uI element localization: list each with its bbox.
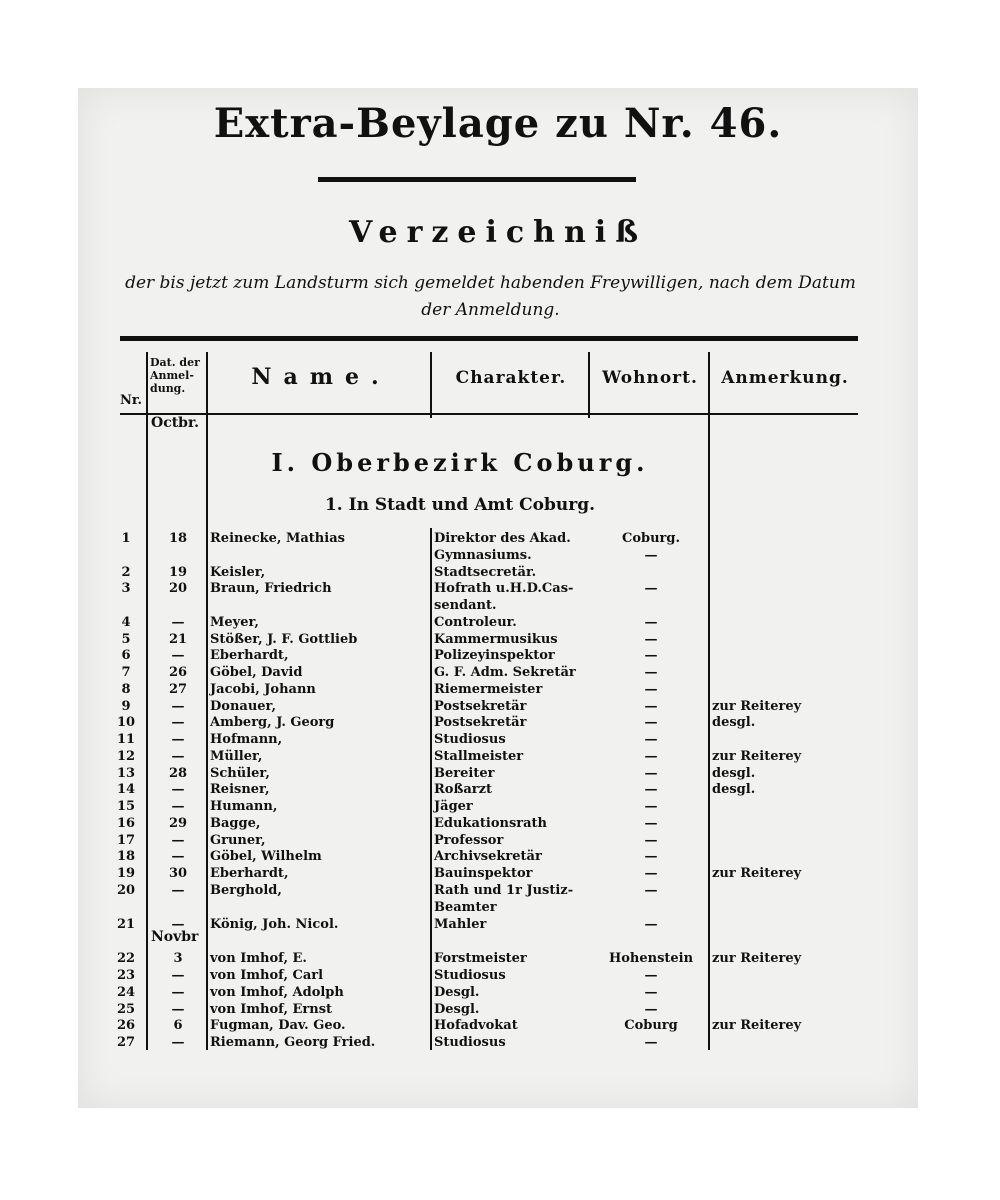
table-row bbox=[0, 967, 1000, 984]
row-charakter: Studiosus bbox=[434, 968, 506, 983]
row-wohnort: — bbox=[644, 917, 658, 932]
row-name: von Imhof, Adolph bbox=[210, 985, 344, 1000]
row-charakter: Forstmeister bbox=[434, 951, 527, 966]
table-row bbox=[0, 614, 1000, 631]
row-wohnort: — bbox=[644, 985, 658, 1000]
row-name: Jacobi, Johann bbox=[210, 682, 316, 697]
row-day: — bbox=[171, 782, 185, 797]
row-wohnort: — bbox=[644, 799, 658, 814]
table-row bbox=[0, 664, 1000, 681]
row-wohnort: — bbox=[644, 1002, 658, 1017]
row-charakter: Jäger bbox=[434, 799, 473, 814]
row-number: 10 bbox=[116, 715, 136, 730]
row-charakter: Direktor des Akad. bbox=[434, 531, 571, 546]
row-charakter: Desgl. bbox=[434, 1002, 480, 1017]
row-day: 30 bbox=[168, 866, 188, 881]
row-day: — bbox=[171, 615, 185, 630]
row-wohnort: — bbox=[644, 615, 658, 630]
row-number: 26 bbox=[116, 1018, 136, 1033]
row-name: Riemann, Georg Fried. bbox=[210, 1035, 376, 1050]
row-anmerkung: zur Reiterey bbox=[712, 699, 802, 714]
row-anmerkung: zur Reiterey bbox=[712, 1018, 802, 1033]
row-charakter: Rath und 1r Justiz- bbox=[434, 883, 574, 898]
row-number: 1 bbox=[121, 531, 131, 546]
row-day: — bbox=[171, 968, 185, 983]
row-charakter: Stadtsecretär. bbox=[434, 565, 537, 580]
row-name: von Imhof, E. bbox=[210, 951, 307, 966]
row-number: 19 bbox=[116, 866, 136, 881]
table-row bbox=[0, 882, 1000, 899]
subsection-title: 1. In Stadt und Amt Coburg. bbox=[324, 495, 596, 515]
row-day: — bbox=[171, 648, 185, 663]
row-name: Eberhardt, bbox=[210, 648, 289, 663]
row-day: — bbox=[171, 749, 185, 764]
row-day: 3 bbox=[173, 951, 183, 966]
row-charakter: Postsekretär bbox=[434, 715, 527, 730]
table-row bbox=[0, 631, 1000, 648]
row-charakter: Riemermeister bbox=[434, 682, 543, 697]
row-charakter: Gymnasiums. bbox=[434, 548, 532, 563]
row-wohnort: — bbox=[644, 699, 658, 714]
row-day: — bbox=[171, 1035, 185, 1050]
row-number: 15 bbox=[116, 799, 136, 814]
row-name: Donauer, bbox=[210, 699, 276, 714]
row-number: 17 bbox=[116, 833, 136, 848]
table-row bbox=[0, 916, 1000, 933]
row-charakter: Controleur. bbox=[434, 615, 517, 630]
row-name: von Imhof, Ernst bbox=[210, 1002, 333, 1017]
row-number: 18 bbox=[116, 849, 136, 864]
row-name: König, Joh. Nicol. bbox=[210, 917, 339, 932]
table-row bbox=[0, 950, 1000, 967]
table-row bbox=[0, 1001, 1000, 1018]
row-charakter: Polizeyinspektor bbox=[434, 648, 555, 663]
row-number: 11 bbox=[116, 732, 136, 747]
table-row bbox=[0, 698, 1000, 715]
table-row bbox=[0, 714, 1000, 731]
row-name: Hofmann, bbox=[210, 732, 283, 747]
column-header-charakter: Charakter. bbox=[455, 368, 567, 388]
column-header-nr: Nr. bbox=[120, 393, 143, 408]
row-day: 6 bbox=[173, 1018, 183, 1033]
row-charakter: Hofrath u.H.D.Cas- bbox=[434, 581, 574, 596]
row-name: Stößer, J. F. Gottlieb bbox=[210, 632, 358, 647]
table-row bbox=[0, 865, 1000, 882]
row-charakter: Mahler bbox=[434, 917, 487, 932]
table-row bbox=[0, 1034, 1000, 1051]
row-day: — bbox=[171, 799, 185, 814]
row-number: 4 bbox=[121, 615, 131, 630]
row-wohnort: — bbox=[644, 548, 658, 563]
row-name: Bagge, bbox=[210, 816, 261, 831]
row-number: 9 bbox=[121, 699, 131, 714]
row-wohnort: — bbox=[644, 648, 658, 663]
row-wohnort: — bbox=[644, 883, 658, 898]
table-row bbox=[0, 681, 1000, 698]
row-name: von Imhof, Carl bbox=[210, 968, 324, 983]
row-day: 27 bbox=[168, 682, 188, 697]
row-wohnort: — bbox=[644, 749, 658, 764]
row-day: 28 bbox=[168, 766, 188, 781]
row-name: Fugman, Dav. Geo. bbox=[210, 1018, 346, 1033]
table-row bbox=[0, 781, 1000, 798]
row-day: — bbox=[171, 699, 185, 714]
column-header-name: Name. bbox=[251, 364, 391, 390]
row-name: Göbel, Wilhelm bbox=[210, 849, 322, 864]
row-name: Braun, Friedrich bbox=[210, 581, 332, 596]
row-wohnort: — bbox=[644, 665, 658, 680]
row-charakter: Studiosus bbox=[434, 732, 506, 747]
row-charakter: Studiosus bbox=[434, 1035, 506, 1050]
row-number: 5 bbox=[121, 632, 131, 647]
row-number: 12 bbox=[116, 749, 136, 764]
row-name: Amberg, J. Georg bbox=[210, 715, 335, 730]
row-number: 24 bbox=[116, 985, 136, 1000]
row-day: — bbox=[171, 849, 185, 864]
table-row bbox=[0, 597, 1000, 614]
row-number: 16 bbox=[116, 816, 136, 831]
table-row bbox=[0, 798, 1000, 815]
table-row bbox=[0, 899, 1000, 916]
row-name: Gruner, bbox=[210, 833, 266, 848]
row-charakter: Roßarzt bbox=[434, 782, 493, 797]
month-label: Octbr. bbox=[151, 415, 199, 431]
row-day: 29 bbox=[168, 816, 188, 831]
row-number: 22 bbox=[116, 951, 136, 966]
row-number: 23 bbox=[116, 968, 136, 983]
row-day: 20 bbox=[168, 581, 188, 596]
row-wohnort: — bbox=[644, 849, 658, 864]
row-name: Eberhardt, bbox=[210, 866, 289, 881]
row-wohnort: — bbox=[644, 632, 658, 647]
row-charakter: Edukationsrath bbox=[434, 816, 547, 831]
row-name: Keisler, bbox=[210, 565, 266, 580]
row-charakter: Professor bbox=[434, 833, 504, 848]
row-number: 14 bbox=[116, 782, 136, 797]
row-wohnort: — bbox=[644, 766, 658, 781]
row-anmerkung: zur Reiterey bbox=[712, 866, 802, 881]
column-header-date: Dat. der Anmel-dung. bbox=[150, 356, 200, 395]
row-wohnort: Hohenstein bbox=[608, 951, 694, 966]
row-number: 27 bbox=[116, 1035, 136, 1050]
row-wohnort: — bbox=[644, 816, 658, 831]
row-charakter: G. F. Adm. Sekretär bbox=[434, 665, 576, 680]
row-number: 21 bbox=[116, 917, 136, 932]
list-subtitle: der bis jetzt zum Landsturm sich gemeldet habenden Freywilligen, nach dem Datum der Anmeldung. bbox=[125, 273, 856, 320]
row-name: Berghold, bbox=[210, 883, 282, 898]
row-wohnort: — bbox=[644, 715, 658, 730]
table-row bbox=[0, 815, 1000, 832]
row-name: Reisner, bbox=[210, 782, 270, 797]
table-row bbox=[0, 731, 1000, 748]
row-number: 7 bbox=[121, 665, 131, 680]
row-anmerkung: desgl. bbox=[712, 782, 756, 797]
list-title: Verzeichniß bbox=[348, 215, 647, 250]
row-anmerkung: desgl. bbox=[712, 715, 756, 730]
row-day: — bbox=[171, 883, 185, 898]
row-wohnort: Coburg. bbox=[621, 531, 681, 546]
table-row bbox=[0, 765, 1000, 782]
row-name: Schüler, bbox=[210, 766, 270, 781]
row-name: Reinecke, Mathias bbox=[210, 531, 345, 546]
table-row bbox=[0, 1017, 1000, 1034]
table-row bbox=[0, 984, 1000, 1001]
row-number: 25 bbox=[116, 1002, 136, 1017]
row-number: 6 bbox=[121, 648, 131, 663]
row-wohnort: — bbox=[644, 782, 658, 797]
section-title: I. Oberbezirk Coburg. bbox=[271, 448, 649, 477]
row-day: 26 bbox=[168, 665, 188, 680]
row-wohnort: — bbox=[644, 732, 658, 747]
row-charakter: Stallmeister bbox=[434, 749, 524, 764]
table-row bbox=[0, 832, 1000, 849]
row-number: 13 bbox=[116, 766, 136, 781]
row-charakter: sendant. bbox=[434, 598, 497, 613]
row-wohnort: — bbox=[644, 682, 658, 697]
row-day: — bbox=[171, 833, 185, 848]
row-day: — bbox=[171, 1002, 185, 1017]
row-day: — bbox=[171, 985, 185, 1000]
row-wohnort: — bbox=[644, 833, 658, 848]
row-wohnort: — bbox=[644, 1035, 658, 1050]
row-day: 21 bbox=[168, 632, 188, 647]
row-number: 8 bbox=[121, 682, 131, 697]
table-row bbox=[0, 530, 1000, 547]
column-header-wohnort: Wohnort. bbox=[602, 368, 698, 388]
row-wohnort: — bbox=[644, 866, 658, 881]
row-name: Müller, bbox=[210, 749, 263, 764]
row-name: Humann, bbox=[210, 799, 278, 814]
row-charakter: Desgl. bbox=[434, 985, 480, 1000]
row-day: — bbox=[171, 732, 185, 747]
row-charakter: Beamter bbox=[434, 900, 497, 915]
row-charakter: Kammermusikus bbox=[434, 632, 558, 647]
table-row bbox=[0, 848, 1000, 865]
row-day: 18 bbox=[168, 531, 188, 546]
supplement-title: Extra-Beylage zu Nr. 46. bbox=[213, 100, 783, 147]
row-wohnort: — bbox=[644, 968, 658, 983]
row-anmerkung: zur Reiterey bbox=[712, 749, 802, 764]
table-row bbox=[0, 547, 1000, 564]
row-charakter: Bereiter bbox=[434, 766, 495, 781]
table-row bbox=[0, 647, 1000, 664]
row-day: — bbox=[171, 715, 185, 730]
row-charakter: Bauinspektor bbox=[434, 866, 533, 881]
row-number: 3 bbox=[121, 581, 131, 596]
row-day: — bbox=[171, 917, 185, 932]
row-anmerkung: zur Reiterey bbox=[712, 951, 802, 966]
row-name: Meyer, bbox=[210, 615, 259, 630]
row-charakter: Postsekretär bbox=[434, 699, 527, 714]
row-name: Göbel, David bbox=[210, 665, 303, 680]
month-label: Novbr bbox=[151, 929, 199, 945]
table-row bbox=[0, 748, 1000, 765]
row-wohnort: Coburg bbox=[624, 1018, 678, 1033]
row-day: 19 bbox=[168, 565, 188, 580]
table-row bbox=[0, 564, 1000, 581]
column-header-anmerkung: Anmerkung. bbox=[721, 368, 849, 388]
row-number: 20 bbox=[116, 883, 136, 898]
row-wohnort: — bbox=[644, 581, 658, 596]
row-charakter: Hofadvokat bbox=[434, 1018, 518, 1033]
row-anmerkung: desgl. bbox=[712, 766, 756, 781]
table-row bbox=[0, 580, 1000, 597]
row-charakter: Archivsekretär bbox=[434, 849, 542, 864]
row-number: 2 bbox=[121, 565, 131, 580]
